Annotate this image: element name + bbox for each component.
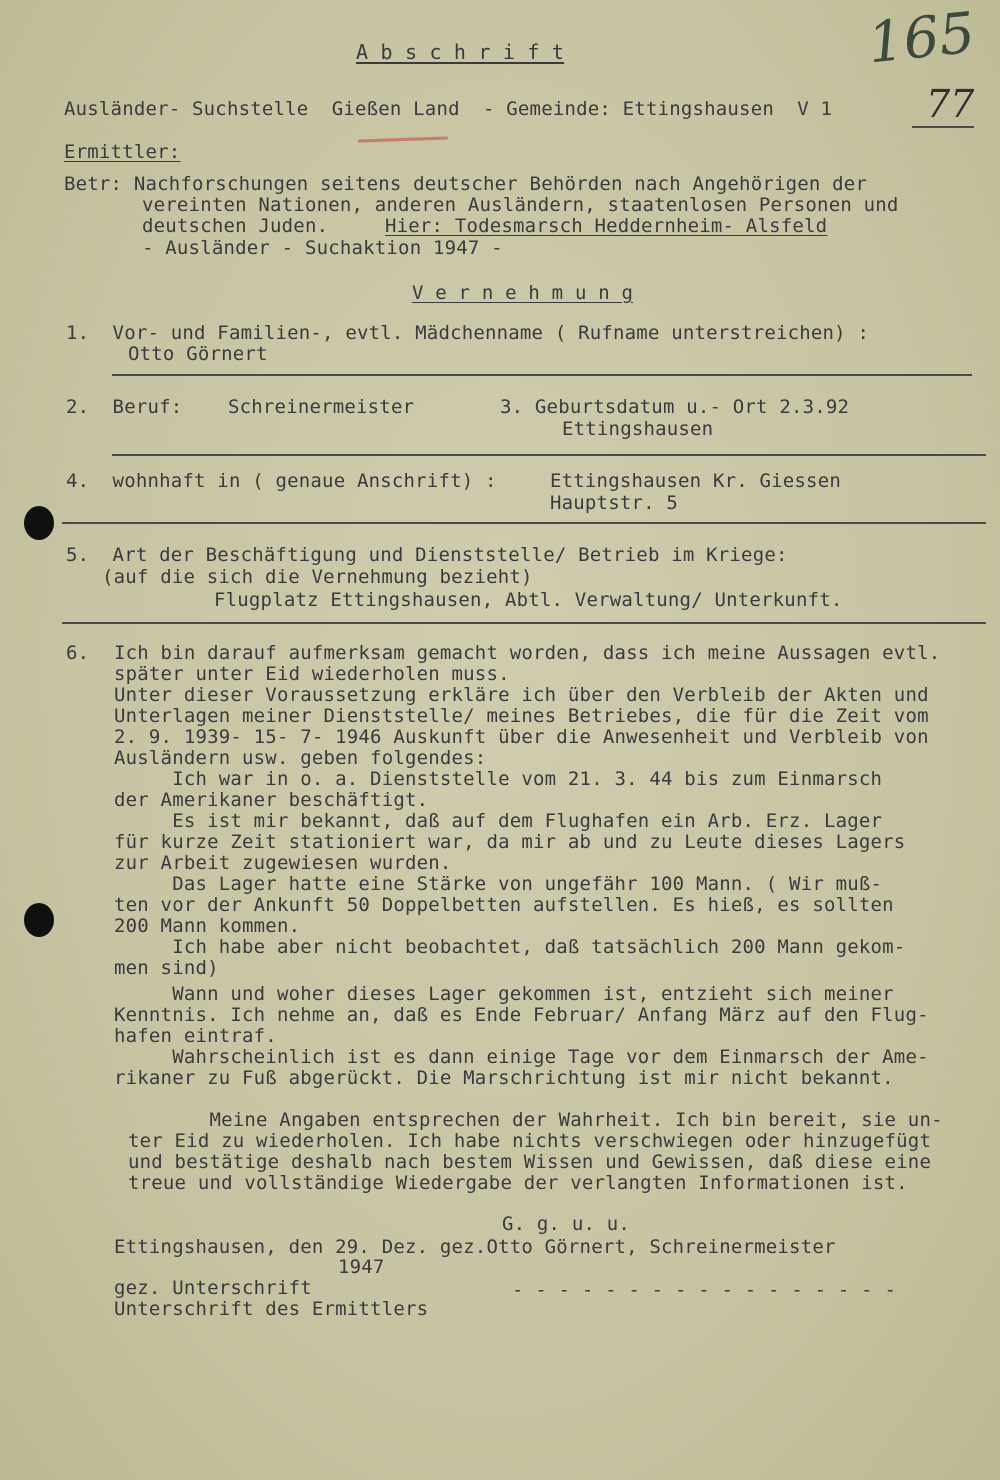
investigator-signature-label: Unterschrift des Ermittlers <box>114 1298 429 1320</box>
statement-line: Unter dieser Voraussetzung erkläre ich über den Verbleib der Akten und <box>114 684 929 706</box>
place-date-signature: Ettingshausen, den 29. Dez. gez.Otto Görnert, Schreinermeister <box>114 1236 836 1258</box>
item-1-value: Otto Görnert <box>128 343 268 365</box>
subject-line-1: Betr: Nachforschungen seitens deutscher Behörden nach Angehörigen der <box>64 173 868 195</box>
statement-line: ten vor der Ankunft 50 Doppelbetten aufstellen. Es hieß, es sollten <box>114 894 894 916</box>
statement-line: zur Arbeit zugewiesen wurden. <box>114 852 452 874</box>
item-5-value: Flugplatz Ettingshausen, Abtl. Verwaltung/ Unterkunft. <box>214 589 843 611</box>
divider-2 <box>112 454 986 456</box>
subject-line-4: - Ausländer - Suchaktion 1947 - <box>142 237 503 259</box>
statement-line: Unterlagen meiner Dienststelle/ meines Betriebes, die für die Zeit vom <box>114 705 929 727</box>
closing-line: Meine Angaben entsprechen der Wahrheit. Ich bin bereit, sie un- <box>128 1109 943 1131</box>
statement-line: Es ist mir bekannt, daß auf dem Flughafen ein Arb. Erz. Lager <box>114 810 883 832</box>
statement-line: Ich bin darauf aufmerksam gemacht worden, dass ich meine Aussagen evtl. <box>114 642 941 664</box>
item-4-label: 4. wohnhaft in ( genaue Anschrift) : <box>66 470 497 492</box>
divider-3 <box>62 522 986 524</box>
item-3-label: 3. Geburtsdatum u.- Ort 2.3.92 <box>500 396 850 418</box>
statement-line: der Amerikaner beschäftigt. <box>114 789 429 811</box>
signature-label: gez. Unterschrift <box>114 1277 312 1299</box>
subject-here-line: Hier: Todesmarsch Heddernheim- Alsfeld <box>385 215 828 237</box>
statement-line: Kenntnis. Ich nehme an, daß es Ende Februar/ Anfang März auf den Flug- <box>114 1004 929 1026</box>
item-2-label: 2. Beruf: <box>66 396 183 418</box>
statement-line: für kurze Zeit stationiert war, da mir ab und zu Leute dieses Lagers <box>114 831 906 853</box>
statement-line: Ich habe aber nicht beobachtet, daß tatsächlich 200 Mann gekom- <box>114 936 906 958</box>
red-pencil-mark <box>358 136 448 142</box>
statement-line: Ausländern usw. geben folgendes: <box>114 747 487 769</box>
item-4-value-1: Ettingshausen Kr. Giessen <box>550 470 841 492</box>
statement-line: hafen eintraf. <box>114 1025 277 1047</box>
item-5-line-2: (auf die sich die Vernehmung bezieht) <box>102 566 533 588</box>
item-2-value: Schreinermeister <box>228 396 415 418</box>
statement-line: rikaner zu Fuß abgerückt. Die Marschrichtung ist mir nicht bekannt. <box>114 1067 894 1089</box>
investigator-label: Ermittler: <box>64 141 181 163</box>
subject-line-3a: deutschen Juden. <box>142 215 329 237</box>
divider-4 <box>62 622 986 624</box>
office-line: Ausländer- Suchstelle Gießen Land - Gemeinde: Ettingshausen V 1 <box>64 98 833 120</box>
statement-line: Ich war in o. a. Dienststelle vom 21. 3. 44 bis zum Einmarsch <box>114 768 883 790</box>
statement-line: 2. 9. 1939- 15- 7- 1946 Auskunft über die Anwesenheit und Verbleib von <box>114 726 929 748</box>
punch-hole-bottom <box>24 903 54 937</box>
handwritten-folio-number: 165 <box>864 0 978 77</box>
handwritten-page-number: 77 <box>926 82 975 126</box>
closing-line: treue und vollständige Wiedergabe der verlangten Informationen ist. <box>128 1172 908 1194</box>
statement-line: Das Lager hatte eine Stärke von ungefähr 100 Mann. ( Wir muß- <box>114 873 883 895</box>
page-number-underline <box>912 126 974 128</box>
punch-hole-top <box>24 506 54 540</box>
ggu-mark: G. g. u. u. <box>502 1213 631 1235</box>
item-5-line-1: 5. Art der Beschäftigung und Dienststelle/ Betrieb im Kriege: <box>66 544 788 566</box>
statement-line: Wann und woher dieses Lager gekommen ist, entzieht sich meiner <box>114 983 894 1005</box>
closing-line: und bestätige deshalb nach bestem Wissen und Gewissen, daß diese eine <box>128 1151 932 1173</box>
statement-line: Wahrscheinlich ist es dann einige Tage vor dem Einmarsch der Ame- <box>114 1046 929 1068</box>
divider-1 <box>112 374 972 376</box>
item-4-value-2: Hauptstr. 5 <box>550 492 679 514</box>
section-title: V e r n e h m u n g <box>412 282 634 304</box>
signature-year: 1947 <box>338 1256 385 1278</box>
document-title: A b s c h r i f t <box>356 40 565 64</box>
item-3-value: Ettingshausen <box>562 418 714 440</box>
item-1-label: 1. Vor- und Familien-, evtl. Mädchenname ( Rufname unterstreichen) : <box>66 322 870 344</box>
subject-line-2: vereinten Nationen, anderen Ausländern, staatenlosen Personen und <box>142 194 899 216</box>
closing-line: ter Eid zu wiederholen. Ich habe nichts verschwiegen oder hinzugefügt <box>128 1130 932 1152</box>
item-6-number: 6. <box>66 642 90 664</box>
signature-dash-line: - - - - - - - - - - - - - - - - - <box>512 1279 897 1301</box>
statement-line: 200 Mann kommen. <box>114 915 301 937</box>
statement-line: men sind) <box>114 957 219 979</box>
statement-line: später unter Eid wiederholen muss. <box>114 663 510 685</box>
